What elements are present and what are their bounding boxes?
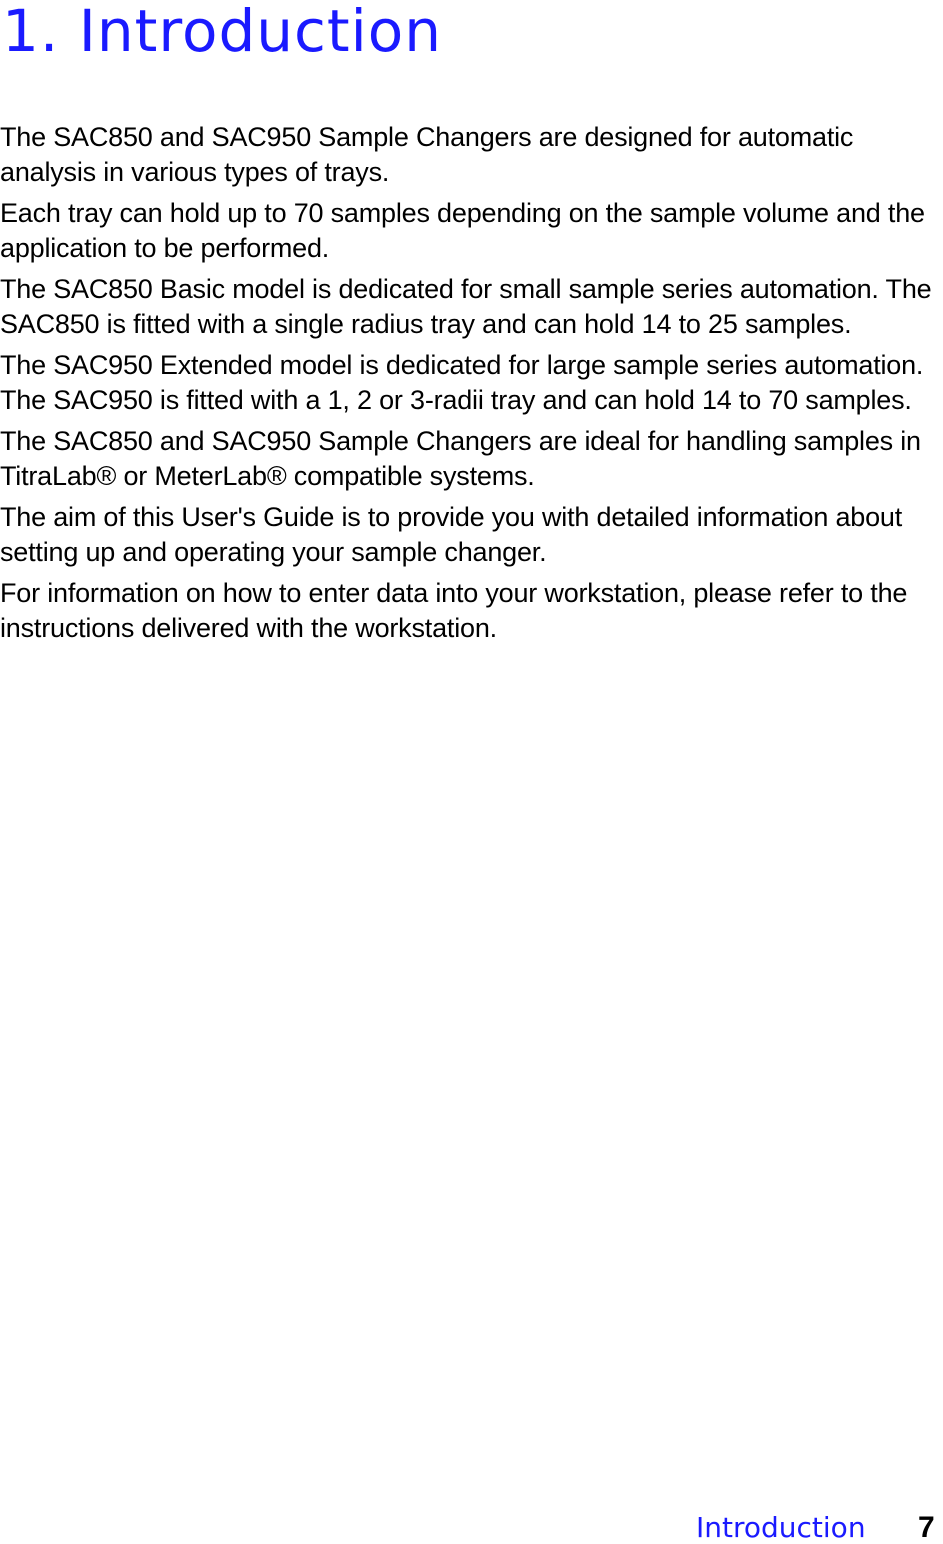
page-footer	[0, 1512, 943, 1544]
paragraph-workstation-reference: For information on how to enter data into your workstation, please refer to the instructions delivered with the workstation.	[0, 578, 908, 643]
paragraph-sample-changers-overview: The SAC850 and SAC950 Sample Changers are designed for automatic analysis in various types of trays.	[0, 122, 854, 187]
paragraph-sac950-extended: The SAC950 Extended model is dedicated for large sample series automation. The SAC950 is fitted with a 1, 2 or 3-radii tray and can hold 14 to 70 samples.	[0, 350, 924, 415]
paragraph-sac850-basic: The SAC850 Basic model is dedicated for small sample series automation. The SAC850 is fitted with a single radius tray and can hold 14 to 25 samples.	[0, 274, 932, 339]
page-title: 1. Introduction	[2, 0, 443, 65]
paragraph-tray-capacity: Each tray can hold up to 70 samples depending on the sample volume and the application to be performed.	[0, 198, 925, 263]
footer-section-title: Introduction	[696, 1511, 866, 1544]
body-text	[0, 120, 943, 652]
footer-page-number: 7	[918, 1511, 935, 1544]
paragraph-guide-aim: The aim of this User's Guide is to provide you with detailed information about setting up and operating your sample changer.	[0, 502, 903, 567]
paragraph-compatible-systems: The SAC850 and SAC950 Sample Changers are ideal for handling samples in TitraLab® or MeterLab® compatible systems.	[0, 426, 921, 491]
